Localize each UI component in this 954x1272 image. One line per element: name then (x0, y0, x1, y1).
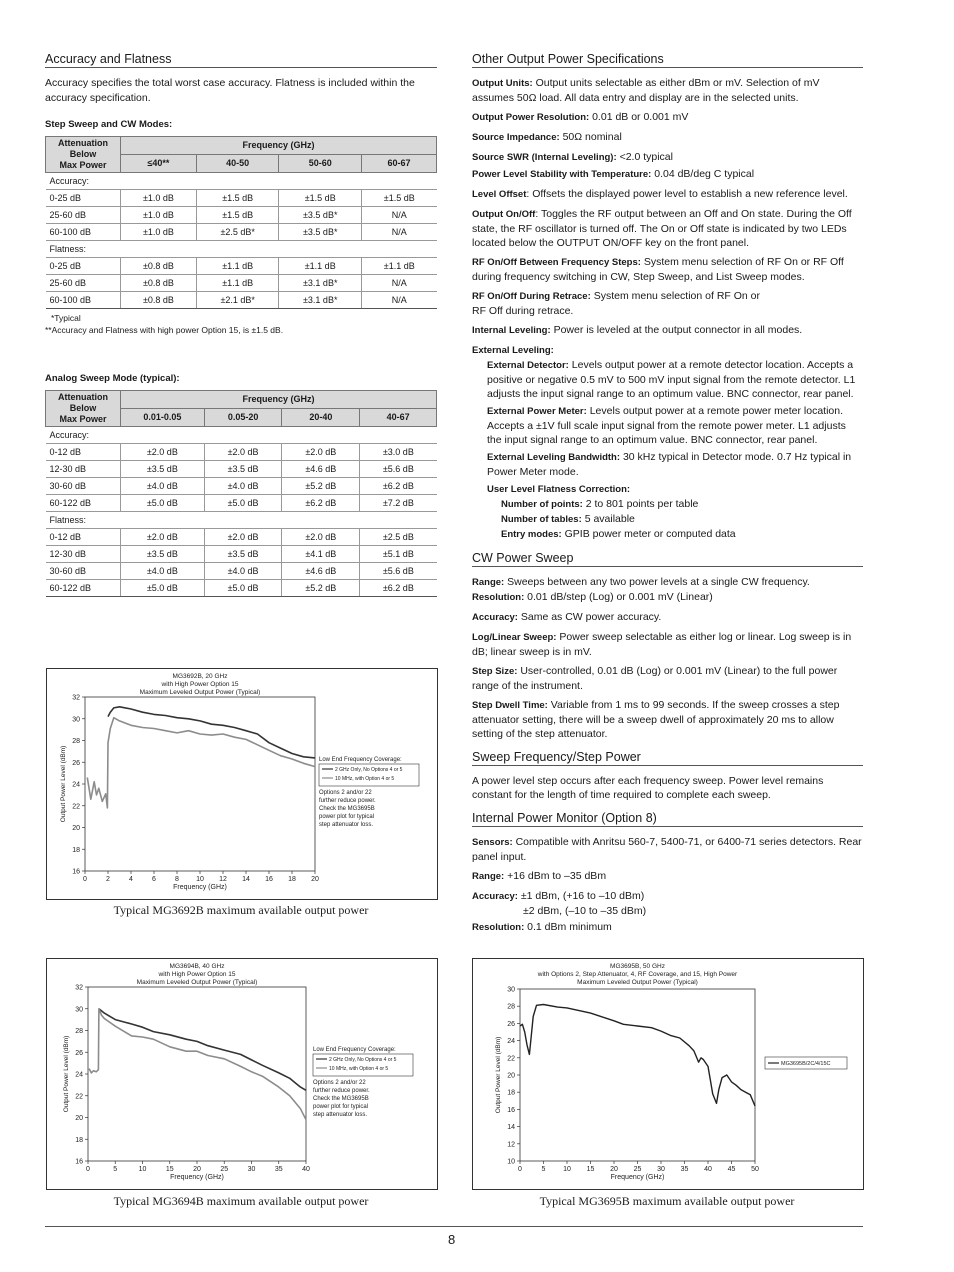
step-sweep-title: Step Sweep and CW Modes: (45, 119, 173, 130)
x-tick-label: 40 (302, 1166, 310, 1173)
y-tick-label: 20 (72, 825, 80, 832)
table-cell: ±3.5 dB (204, 546, 282, 563)
dwell-time-spec: Step Dwell Time: Variable from 1 ms to 99 seconds. If the sweep crosses a step attenuator setting, there will be a sweep dwell of approximately 20 ms to allow setting of the step attenuator. (472, 699, 840, 740)
table-row (46, 224, 437, 241)
swr-spec: Source SWR (Internal Leveling): <2.0 typical (472, 151, 673, 163)
table-cell: 60-122 dB (46, 495, 121, 512)
y-tick-label: 24 (72, 781, 80, 789)
legend-note: further reduce power. (319, 798, 376, 804)
x-tick-label: 5 (541, 1166, 546, 1173)
table-cell: ±5.6 dB (360, 563, 437, 580)
table-cell: ±3.5 dB (204, 461, 282, 478)
chart-mg3694b (46, 958, 438, 1190)
table-cell: ±3.5 dB (121, 461, 205, 478)
rf-retrace-spec: RF On/Off During Retrace: System menu selection of RF On or RF Off during retrace. (472, 290, 761, 317)
frequency-column-header: 40-67 (360, 409, 437, 427)
impedance-spec: Source Impedance: 50Ω nominal (472, 131, 622, 143)
table-cell: ±6.2 dB (282, 495, 360, 512)
y-tick-label: 26 (72, 759, 80, 767)
table-cell: ±5.0 dB (204, 495, 282, 512)
legend-note: Options 2 and/or 22 (313, 1080, 366, 1086)
table-cell: ±0.8 dB (121, 292, 197, 309)
table-cell: ±6.2 dB (360, 580, 437, 597)
table-group-row (46, 241, 437, 258)
chart-mg3692b (46, 668, 438, 900)
table-cell: 25-60 dB (46, 275, 121, 292)
flatness-correction-label: User Level Flatness Correction: (487, 484, 631, 495)
x-tick-label: 30 (247, 1166, 256, 1173)
y-tick-label: 18 (507, 1089, 515, 1097)
legend-title: Low End Frequency Coverage: (313, 1047, 396, 1053)
y-tick-label: 16 (507, 1106, 515, 1114)
attenuation-header-line: Below (69, 149, 97, 159)
table-cell: ±4.0 dB (204, 563, 282, 580)
table-cell: N/A (362, 224, 437, 241)
table-cell: N/A (362, 207, 437, 224)
table-cell: N/A (362, 275, 437, 292)
frequency-column-header: 20-40 (282, 409, 360, 427)
tables-spec: Number of tables: 5 available (501, 513, 635, 525)
table-cell: ±1.5 dB (196, 207, 279, 224)
attenuation-header-line: Attenuation (58, 138, 108, 148)
y-axis-label: Output Power Level (dBm) (60, 745, 67, 823)
table-cell: ±3.5 dB* (279, 224, 362, 241)
table-cell: ±1.5 dB (196, 190, 279, 207)
y-tick-label: 20 (75, 1115, 83, 1122)
x-tick-label: 35 (274, 1166, 283, 1173)
table-cell: ±3.1 dB* (279, 292, 362, 309)
attenuation-header-line: Attenuation (58, 392, 108, 402)
table-row (46, 444, 437, 461)
cw-resolution-spec: Resolution: 0.01 dB/step (Log) or 0.001 mV (Linear) (472, 591, 713, 603)
x-tick-label: 50 (751, 1166, 759, 1173)
table-group-row (46, 427, 437, 444)
table-cell: ±0.8 dB (121, 258, 197, 275)
note-option15: **Accuracy and Flatness with high power Option 15, is ±1.5 dB. (45, 325, 284, 335)
legend-note: Check the MG3695B (319, 806, 375, 812)
external-bandwidth-spec: External Leveling Bandwidth: 30 kHz typical in Detector mode. 0.7 Hz typical in Power Meter mode. (487, 451, 852, 478)
y-tick-label: 22 (507, 1055, 515, 1063)
page-number: 8 (448, 1232, 456, 1247)
series-line (108, 707, 315, 758)
y-tick-label: 24 (507, 1038, 515, 1046)
x-axis-label: Frequency (GHz) (170, 1174, 224, 1181)
table-cell: 0-25 dB (46, 190, 121, 207)
table-cell: ±2.0 dB (282, 529, 360, 546)
frequency-header: Frequency (GHz) (121, 137, 437, 155)
legend-note: Options 2 and/or 22 (319, 790, 372, 796)
table-row (46, 563, 437, 580)
table-cell: ±4.0 dB (121, 478, 205, 495)
external-detector-spec: External Detector: Levels output power at a remote detector location. Accepts a positive or negative 0.5 mV to 500 mV input signal from the remote detector. L1 adjusts the input signal range to an optimum value. BNC connector, rear panel. (487, 359, 856, 400)
table-cell: 12-30 dB (46, 546, 121, 563)
x-tick-label: 10 (563, 1166, 571, 1173)
y-tick-label: 28 (507, 1003, 515, 1011)
y-tick-label: 26 (75, 1049, 83, 1057)
table-cell: ±5.0 dB (121, 580, 205, 597)
log-linear-spec: Log/Linear Sweep: Power sweep selectable as either log or linear. Log sweep is in dB; linear sweep is in mV. (472, 631, 852, 658)
table-cell: ±4.1 dB (282, 546, 360, 563)
output-onoff-spec: Output On/Off: Toggles the RF output between an Off and On state. During the Off state, the RF oscillator is turned off. The On or Off state is indicated by two LEDs located below the OUTPUT ON/OFF key on the front panel. (472, 208, 852, 249)
caption-mg3694b: Typical MG3694B maximum available output power (113, 1194, 369, 1208)
chart-title: MG3695B, 50 GHz (610, 963, 665, 970)
frequency-column-header: 40-50 (196, 155, 279, 173)
table-cell: ±1.0 dB (121, 207, 197, 224)
cw-power-sweep-title: CW Power Sweep (472, 551, 863, 567)
table-cell: 25-60 dB (46, 207, 121, 224)
table-row (46, 207, 437, 224)
chart-title: with Options 2, Step Attenuator, 4, RF Coverage, and 15, High Power (537, 971, 738, 978)
points-spec: Number of points: 2 to 801 points per table (501, 498, 699, 510)
legend-entry: MG3695B/2C/4/15C (781, 1061, 831, 1067)
table-group-label: Flatness: (46, 512, 437, 529)
analog-sweep-title: Analog Sweep Mode (typical): (45, 373, 180, 384)
x-tick-label: 14 (242, 876, 250, 883)
plot-area (520, 989, 755, 1161)
table-cell: N/A (362, 292, 437, 309)
chart-title: MG3694B, 40 GHz (169, 963, 225, 970)
table-cell: ±2.5 dB (360, 529, 437, 546)
x-tick-label: 8 (175, 876, 179, 883)
legend-entry: 2 GHz Only, No Options 4 or 5 (335, 767, 403, 773)
table-cell: ±6.2 dB (360, 478, 437, 495)
x-tick-label: 30 (657, 1166, 665, 1173)
sweep-step-title: Sweep Frequency/Step Power (472, 750, 863, 766)
table-row (46, 495, 437, 512)
table-cell: 60-100 dB (46, 292, 121, 309)
x-tick-label: 18 (288, 876, 296, 883)
table-header-row (46, 137, 437, 155)
table-cell: ±3.0 dB (360, 444, 437, 461)
table-group-row (46, 173, 437, 190)
table-group-row (46, 512, 437, 529)
y-tick-label: 10 (507, 1158, 515, 1166)
table-cell: ±7.2 dB (360, 495, 437, 512)
level-offset-spec: Level Offset: Offsets the displayed power level to establish a new reference level. (472, 188, 848, 200)
table-cell: ±1.0 dB (121, 190, 197, 207)
legend-title: Low End Frequency Coverage: (319, 757, 402, 763)
x-tick-label: 6 (152, 876, 156, 883)
table-cell: ±5.2 dB (282, 478, 360, 495)
table-cell: ±1.5 dB (279, 190, 362, 207)
legend-note: power plot for typical (319, 814, 375, 820)
table-cell: 0-25 dB (46, 258, 121, 275)
x-tick-label: 10 (138, 1166, 147, 1173)
y-tick-label: 20 (507, 1072, 515, 1080)
x-tick-label: 40 (704, 1166, 712, 1173)
table-cell: ±4.0 dB (204, 478, 282, 495)
chart-title: Maximum Leveled Output Power (Typical) (577, 979, 698, 986)
table-cell: ±2.5 dB* (196, 224, 279, 241)
table-row (46, 529, 437, 546)
step-size-spec: Step Size: User-controlled, 0.01 dB (Log) or 0.001 mV (Linear) to the full power range of the instrument. (472, 665, 838, 692)
table-cell: 0-12 dB (46, 444, 121, 461)
x-tick-label: 4 (129, 876, 133, 883)
accuracy-intro: Accuracy specifies the total worst case accuracy. Flatness is included within the accuracy specification. (45, 77, 415, 104)
table-row (46, 190, 437, 207)
external-leveling-label: External Leveling: (472, 345, 554, 356)
x-tick-label: 35 (680, 1166, 689, 1173)
table-group-label: Accuracy: (46, 427, 437, 444)
caption-mg3692b: Typical MG3692B maximum available output power (113, 903, 369, 917)
y-tick-label: 30 (72, 716, 80, 724)
frequency-column-header: 60-67 (362, 155, 437, 173)
legend-note: Check the MG3695B (313, 1096, 369, 1102)
table-cell: ±3.5 dB* (279, 207, 362, 224)
table-cell: 60-122 dB (46, 580, 121, 597)
x-tick-label: 15 (165, 1166, 174, 1173)
ipm-resolution-spec: Resolution: 0.1 dBm minimum (472, 921, 612, 933)
table-row (46, 461, 437, 478)
table-cell: ±0.8 dB (121, 275, 197, 292)
y-tick-label: 32 (72, 694, 80, 702)
table-cell: ±2.0 dB (204, 444, 282, 461)
attenuation-header-line: Max Power (59, 414, 107, 424)
y-tick-label: 22 (72, 803, 80, 811)
chart-title: with High Power Option 15 (161, 681, 239, 688)
chart-mg3695b-svg (473, 959, 863, 1189)
table-cell: ±5.0 dB (121, 495, 205, 512)
table-group-label: Flatness: (46, 241, 437, 258)
chart-mg3694b-svg (47, 959, 437, 1189)
attenuation-header (46, 137, 121, 173)
chart-title: Maximum Leveled Output Power (Typical) (139, 689, 261, 696)
x-tick-label: 15 (586, 1166, 595, 1173)
table-cell: ±1.0 dB (121, 224, 197, 241)
x-tick-label: 0 (86, 1166, 90, 1173)
table-row (46, 292, 437, 309)
external-power-meter-spec: External Power Meter: Levels output power at a remote power meter location. Accepts a ±1V full scale input signal from the remote power meter. L1 adjusts the input signal range to an optimum value. BNC connector, rear panel. (487, 405, 846, 446)
table-cell: ±1.5 dB (362, 190, 437, 207)
other-output-title: Other Output Power Specifications (472, 52, 863, 68)
y-tick-label: 28 (72, 738, 80, 745)
y-tick-label: 18 (75, 1136, 83, 1144)
table-cell: 12-30 dB (46, 461, 121, 478)
table-cell: ±4.6 dB (282, 461, 360, 478)
chart-mg3692b-svg (47, 669, 437, 899)
table-cell: ±2.1 dB* (196, 292, 279, 309)
series-line (99, 1009, 306, 1091)
table-cell: ±3.1 dB* (279, 275, 362, 292)
x-tick-label: 25 (633, 1166, 642, 1173)
y-tick-label: 16 (75, 1158, 83, 1166)
frequency-column-header: 0.05-20 (204, 409, 282, 427)
plot-area (88, 987, 306, 1161)
table-cell: ±3.5 dB (121, 546, 205, 563)
plot-area (85, 697, 315, 871)
y-tick-label: 32 (75, 984, 83, 992)
x-tick-label: 25 (220, 1166, 229, 1173)
y-axis-label: Output Power Level (dBm) (63, 1035, 70, 1113)
table-cell: 30-60 dB (46, 563, 121, 580)
analog-sweep-table (45, 390, 437, 597)
legend-note: step attenuator loss. (313, 1112, 368, 1118)
legend-entry: 2 GHz Only, No Options 4 or 5 (329, 1057, 397, 1063)
legend-note: step attenuator loss. (319, 822, 374, 828)
attenuation-header (46, 391, 121, 427)
table-cell: 30-60 dB (46, 478, 121, 495)
table-row (46, 478, 437, 495)
resolution-spec: Output Power Resolution: 0.01 dB or 0.001 mV (472, 111, 689, 123)
table-cell: ±2.0 dB (121, 444, 205, 461)
table-row (46, 258, 437, 275)
chart-title: Maximum Leveled Output Power (Typical) (136, 979, 258, 986)
y-tick-label: 16 (72, 868, 80, 876)
accuracy-section-title: Accuracy and Flatness (45, 52, 437, 68)
table-cell: ±5.2 dB (282, 580, 360, 597)
note-typical: *Typical (51, 313, 81, 323)
legend-entry: 10 MHz, with Option 4 or 5 (335, 776, 395, 782)
ipm-range-spec: Range: +16 dBm to –35 dBm (472, 870, 607, 882)
table-row (46, 546, 437, 563)
series-line (520, 1005, 755, 1107)
series-line (87, 718, 315, 808)
left-column (45, 52, 437, 597)
chart-title: with High Power Option 15 (158, 971, 236, 978)
output-units-spec: Output Units: Output units selectable as either dBm or mV. Selection of mV assumes 50Ω load. All data entry and display are in the selected units. (472, 77, 820, 104)
x-tick-label: 20 (193, 1166, 201, 1173)
right-column (472, 52, 863, 940)
y-tick-label: 30 (507, 986, 515, 994)
table-cell: ±5.1 dB (360, 546, 437, 563)
y-tick-label: 12 (507, 1141, 515, 1149)
table-group-label: Accuracy: (46, 173, 437, 190)
x-tick-label: 5 (113, 1166, 118, 1173)
legend-note: further reduce power. (313, 1088, 370, 1094)
x-tick-label: 20 (311, 876, 319, 883)
x-tick-label: 16 (265, 876, 273, 883)
table-row (46, 275, 437, 292)
table-cell: ±5.0 dB (204, 580, 282, 597)
table-cell: ±2.0 dB (282, 444, 360, 461)
y-tick-label: 28 (75, 1028, 83, 1035)
frequency-column-header: ≤40** (121, 155, 197, 173)
frequency-column-header: 50-60 (279, 155, 362, 173)
x-tick-label: 20 (610, 1166, 618, 1173)
attenuation-header-line: Max Power (59, 160, 107, 170)
x-tick-label: 45 (727, 1166, 736, 1173)
x-tick-label: 2 (106, 876, 110, 883)
table-cell: 60-100 dB (46, 224, 121, 241)
x-tick-label: 10 (196, 876, 204, 883)
y-axis-label: Output Power Level (dBm) (495, 1036, 502, 1114)
table-cell: ±1.1 dB (196, 275, 279, 292)
table-cell: ±1.1 dB (362, 258, 437, 275)
y-tick-label: 26 (507, 1020, 515, 1028)
chart-mg3695b (472, 958, 864, 1190)
power-monitor-title: Internal Power Monitor (Option 8) (472, 811, 863, 827)
sensors-spec: Sensors: Compatible with Anritsu 560-7, 5400-71, or 6400-71 series detectors. Rear panel input. (472, 836, 862, 863)
legend-note: power plot for typical (313, 1104, 369, 1110)
table-cell: ±4.6 dB (282, 563, 360, 580)
x-tick-label: 0 (518, 1166, 522, 1173)
sweep-step-text: A power level step occurs after each frequency sweep. Power level remains constant for the length of time required to complete each sweep. (472, 775, 824, 801)
table-cell: ±5.6 dB (360, 461, 437, 478)
table-cell: ±2.0 dB (121, 529, 205, 546)
ipm-accuracy-spec: Accuracy: ±1 dBm, (+16 to –10 dBm) ±2 dBm, (–10 to –35 dBm) (472, 890, 647, 917)
legend-entry: 10 MHz, with Option 4 or 5 (329, 1066, 389, 1072)
y-tick-label: 24 (75, 1071, 83, 1079)
cw-accuracy-spec: Accuracy: Same as CW power accuracy. (472, 611, 662, 623)
x-tick-label: 12 (219, 876, 227, 883)
table-cell: ±1.1 dB (279, 258, 362, 275)
step-sweep-table (45, 136, 437, 309)
x-tick-label: 0 (83, 876, 87, 883)
caption-mg3695b: Typical MG3695B maximum available output power (539, 1194, 795, 1208)
frequency-header: Frequency (GHz) (121, 391, 437, 409)
x-axis-label: Frequency (GHz) (173, 884, 227, 891)
y-tick-label: 14 (507, 1124, 515, 1132)
table-cell: ±4.0 dB (121, 563, 205, 580)
internal-leveling-spec: Internal Leveling: Power is leveled at the output connector in all modes. (472, 324, 803, 336)
y-tick-label: 22 (75, 1093, 83, 1101)
cw-range-spec: Range: Sweeps between any two power levels at a single CW frequency. (472, 576, 810, 588)
stability-spec: Power Level Stability with Temperature: 0.04 dB/deg C typical (472, 168, 755, 180)
table-cell: ±1.1 dB (196, 258, 279, 275)
table-cell: ±2.0 dB (204, 529, 282, 546)
table-cell: 0-12 dB (46, 529, 121, 546)
series-line (89, 1009, 306, 1120)
rf-steps-spec: RF On/Off Between Frequency Steps: System menu selection of RF On or RF Off during frequency switching in CW, Step Sweep, and List Sweep modes. (472, 256, 844, 283)
x-axis-label: Frequency (GHz) (610, 1174, 665, 1181)
y-tick-label: 18 (72, 846, 80, 854)
table-row (46, 580, 437, 597)
footer-rule (45, 1226, 863, 1227)
y-tick-label: 30 (75, 1006, 83, 1014)
attenuation-header-line: Below (69, 403, 97, 413)
entry-modes-spec: Entry modes: GPIB power meter or computed data (501, 528, 736, 540)
frequency-column-header: 0.01-0.05 (121, 409, 205, 427)
table-header-row (46, 391, 437, 409)
chart-title: MG3692B, 20 GHz (172, 673, 228, 680)
